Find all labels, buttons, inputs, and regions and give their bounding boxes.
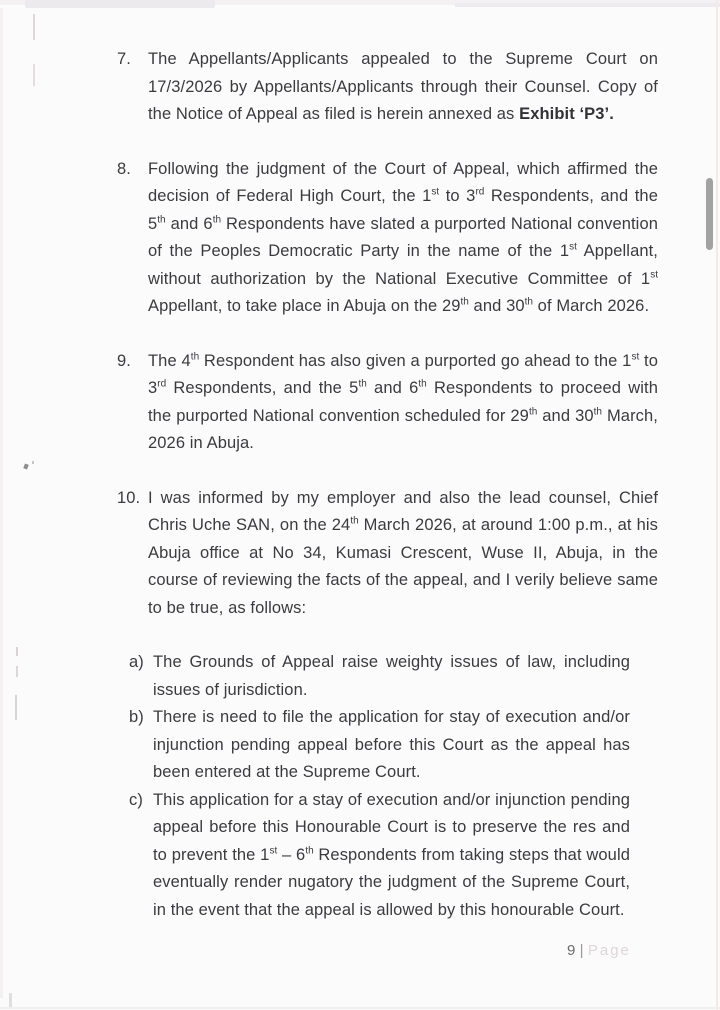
item-text: I was informed by my employer and also the lead counsel, Chief Chris Uche SAN, on the 24th March 2026, at around 1:00 p.m., at his Abuja office at No 34, Kumasi Crescent, Wuse II, Abuja, in the course of reviewing the facts of the appeal, and I verily believe same to be true, as follows: <box>148 488 658 617</box>
subitem-text: This application for a stay of execution and/or injunction pending appeal before this Honourable Court is to preserve the res and to prevent the 1st – 6th Respondents from taking steps that would eventually render nugatory the judgment of the Supreme Court, in the event that the appeal is allowed by this honourable Court. <box>153 790 630 919</box>
sub-list-item <box>129 704 630 787</box>
item-number: 8. <box>117 159 131 178</box>
scan-artifact <box>33 64 35 86</box>
scan-smudge <box>455 3 720 7</box>
sub-list-item <box>129 787 630 925</box>
numbered-list <box>117 46 658 622</box>
scan-artifact <box>33 14 35 40</box>
scan-artifact <box>15 695 17 720</box>
list-item <box>117 46 658 129</box>
scan-edge-left <box>0 8 3 998</box>
subitem-text: There is need to file the application for stay of execution and/or injunction pending appeal before this Court as the appeal has been entered at the Supreme Court. <box>153 708 630 781</box>
page-number: 9 <box>567 942 576 959</box>
scan-edge-right <box>716 0 718 1010</box>
list-item <box>117 485 658 623</box>
item-text: The 4th Respondent has also given a purported go ahead to the 1st to 3rd Respondents, and the 5th and 6th Respondents to proceed with the purported National convention scheduled for 29th and 30th March, 2026 in Abuja. <box>148 351 658 452</box>
item-number: 9. <box>117 351 131 370</box>
list-item <box>117 156 658 321</box>
scan-edge-bottom <box>0 1007 720 1009</box>
subitem-letter: a) <box>129 653 144 671</box>
page-footer <box>567 941 631 961</box>
item-number: 10. <box>117 488 141 507</box>
subitem-letter: c) <box>129 790 143 809</box>
list-item <box>117 348 658 458</box>
subitem-text: The Grounds of Appeal raise weighty issues of law, including issues of jurisdiction. <box>153 653 630 699</box>
scan-artifact <box>23 463 28 469</box>
sub-list <box>129 649 630 924</box>
scan-artifact <box>16 666 18 677</box>
item-number: 7. <box>117 50 131 68</box>
item-text: Following the judgment of the Court of Appeal, which affirmed the decision of Federal High Court, the 1st to 3rd Respondents, and the 5th and 6th Respondents have slated a purported National convention of the Peoples Democratic Party in the name of the 1st Appellant, without authorization by the National Executive Committee of 1st Appellant, to take place in Abuja on the 29th and 30th of March 2026. <box>148 159 659 315</box>
scan-smudge <box>25 0 215 8</box>
subitem-letter: b) <box>129 708 144 726</box>
item-text: The Appellants/Applicants appealed to the Supreme Court on 17/3/2026 by Appellants/Applicants through their Counsel. Copy of the Notice of Appeal as filed is herein annexed as Exhibit ‘P3’. <box>148 50 658 123</box>
sub-list-item <box>129 649 630 704</box>
affidavit-body <box>117 46 658 924</box>
scrollbar-thumb[interactable] <box>706 178 713 250</box>
scan-artifact <box>16 647 18 656</box>
footer-page-label: Page <box>587 942 631 959</box>
footer-separator: | <box>579 942 584 959</box>
scan-artifact <box>9 993 12 1008</box>
scan-artifact <box>32 461 34 464</box>
